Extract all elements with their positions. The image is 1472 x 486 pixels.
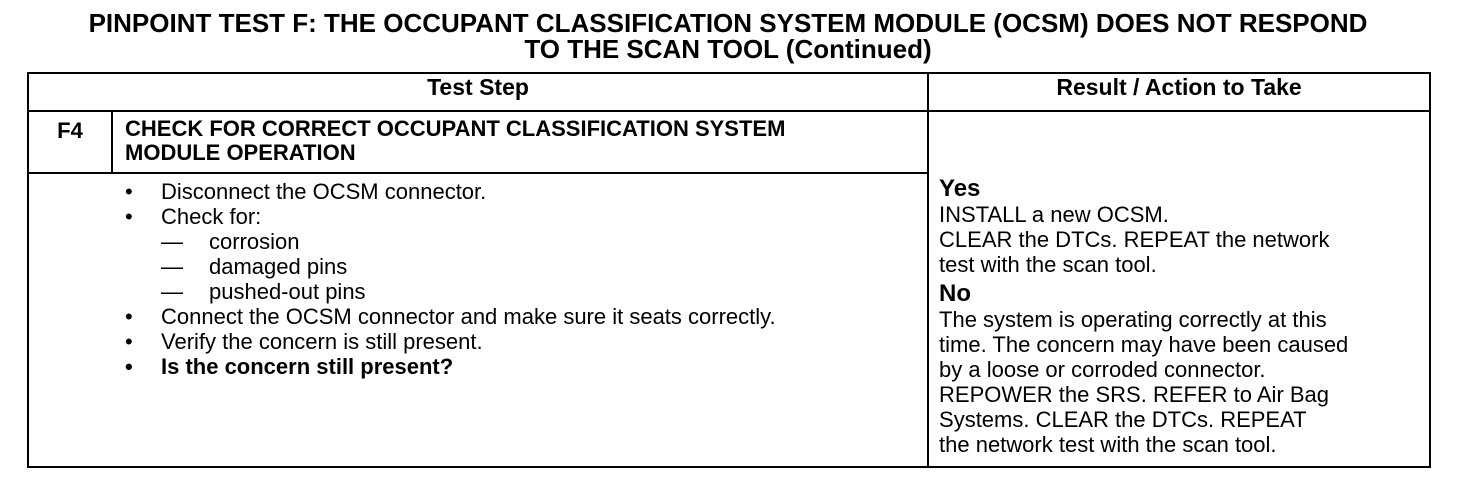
- instruction-item: • Disconnect the OCSM connector.: [29, 179, 927, 204]
- instruction-item-text: Check for:: [161, 204, 262, 229]
- title-line-2: TO THE SCAN TOOL (Continued): [524, 34, 932, 64]
- instruction-question: • Is the concern still present?: [29, 354, 927, 379]
- result-cell: [928, 111, 1430, 467]
- result-yes-line: INSTALL a new OCSM.: [939, 202, 1169, 227]
- document-title: [0, 10, 1456, 62]
- check-item: — corrosion: [161, 229, 927, 254]
- step-title-row: [28, 111, 1430, 173]
- result-yes-heading: Yes: [939, 175, 981, 202]
- instruction-item: • Verify the concern is still present.: [29, 329, 927, 354]
- result-yes-line: CLEAR the DTCs. REPEAT the network: [939, 227, 1330, 252]
- table-header-row: [28, 73, 1430, 111]
- check-item: — pushed-out pins: [161, 279, 927, 304]
- check-list: [161, 229, 927, 304]
- result-yes-line: test with the scan tool.: [939, 252, 1157, 277]
- title-line-1: PINPOINT TEST F: THE OCCUPANT CLASSIFICATION SYSTEM MODULE (OCSM) DOES NOT RESPOND: [88, 8, 1368, 38]
- step-id: F4: [28, 111, 112, 173]
- result-no-line: The system is operating correctly at this: [939, 307, 1327, 332]
- step-title: [112, 111, 928, 173]
- pinpoint-test-table: [27, 72, 1431, 468]
- instruction-list: [29, 174, 927, 379]
- instruction-item: • Connect the OCSM connector and make sure it seats correctly.: [29, 304, 927, 329]
- header-result-action: Result / Action to Take: [928, 73, 1430, 111]
- instruction-item: [29, 204, 927, 304]
- result-no-line: Systems. CLEAR the DTCs. REPEAT: [939, 407, 1307, 432]
- step-title-line-2: MODULE OPERATION: [125, 140, 356, 165]
- step-title-line-1: CHECK FOR CORRECT OCCUPANT CLASSIFICATION SYSTEM: [125, 116, 786, 141]
- step-instructions: [28, 173, 928, 467]
- result-no-line: time. The concern may have been caused: [939, 332, 1349, 357]
- header-test-step: Test Step: [28, 73, 928, 111]
- result-no-line: the network test with the scan tool.: [939, 432, 1277, 457]
- check-item: — damaged pins: [161, 254, 927, 279]
- result-no-heading: No: [939, 280, 972, 307]
- result-no-line: by a loose or corroded connector.: [939, 357, 1266, 382]
- result-no-line: REPOWER the SRS. REFER to Air Bag: [939, 382, 1330, 407]
